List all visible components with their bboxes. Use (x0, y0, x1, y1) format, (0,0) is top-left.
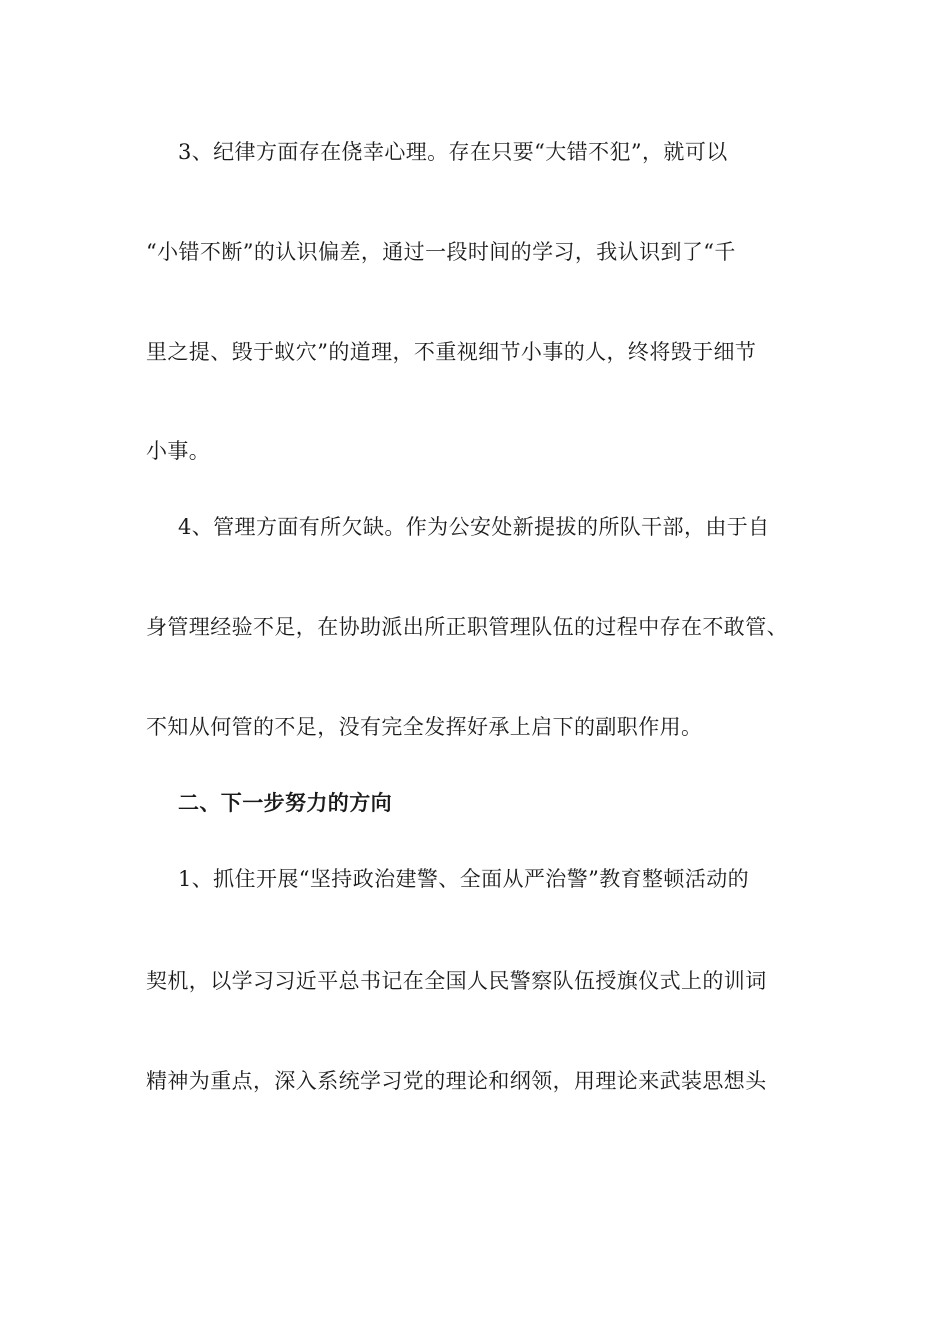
paragraph-direction-line-1: 1、抓住开展“坚持政治建警、全面从严治警”教育整顿活动的 (178, 867, 750, 891)
paragraph-discipline-line-3: 里之提、毁于蚁穴”的道理，不重视细节小事的人，终将毁于细节 (146, 340, 757, 364)
paragraph-discipline-line-1: 3、纪律方面存在侥幸心理。存在只要“大错不犯”，就可以 (178, 140, 728, 164)
paragraph-direction-line-2: 契机，以学习习近平总书记在全国人民警察队伍授旗仪式上的训词 (146, 969, 767, 993)
paragraph-direction-line-3: 精神为重点，深入系统学习党的理论和纲领，用理论来武装思想头 (146, 1069, 767, 1093)
paragraph-management-line-3: 不知从何管的不足，没有完全发挥好承上启下的副职作用。 (146, 715, 703, 739)
section-heading: 二、下一步努力的方向 (178, 790, 392, 815)
paragraph-management-line-2: 身管理经验不足，在协助派出所正职管理队伍的过程中存在不敢管、 (146, 615, 788, 639)
paragraph-management-line-1: 4、管理方面有所欠缺。作为公安处新提拔的所队干部，由于自 (178, 515, 770, 539)
paragraph-discipline-line-2: “小错不断”的认识偏差，通过一段时间的学习，我认识到了“千 (146, 240, 736, 264)
paragraph-discipline-line-4: 小事。 (146, 439, 211, 463)
